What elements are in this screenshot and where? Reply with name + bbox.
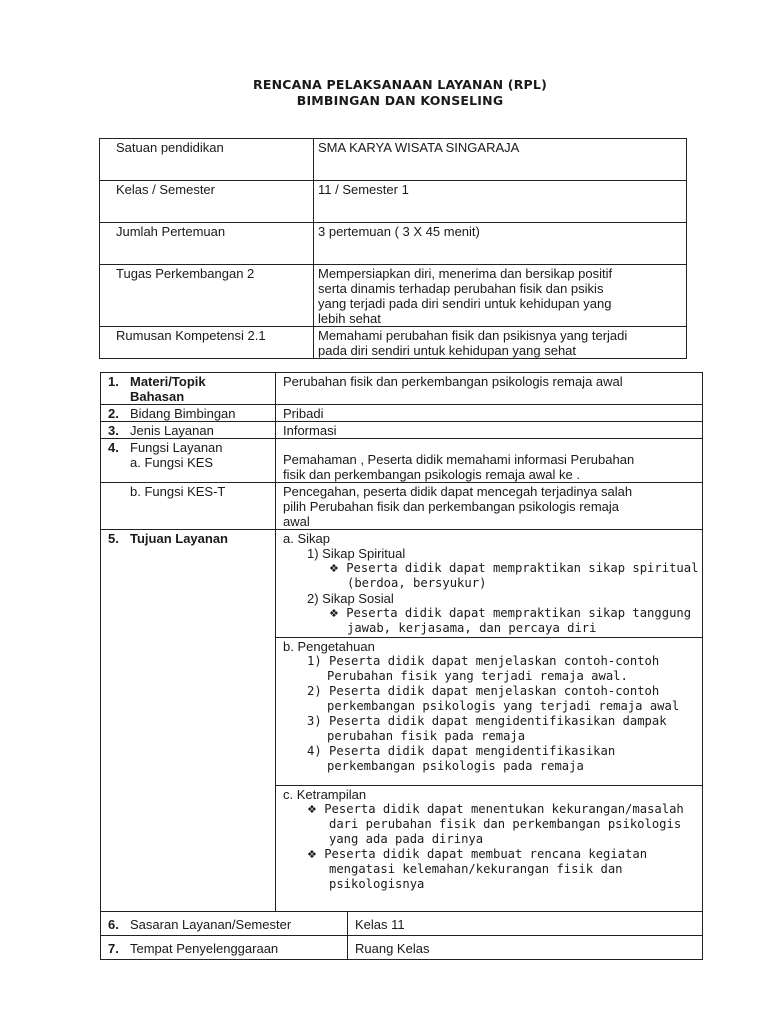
identity-label: Tugas Perkembangan 2 <box>100 265 314 327</box>
diamond-bullet-icon: ❖ <box>307 848 317 861</box>
sasaran-value: Kelas 11 <box>348 912 703 936</box>
plan-row-fungsi-kes <box>101 439 703 483</box>
identity-label: Rumusan Kompetensi 2.1 <box>100 327 314 359</box>
plan-row-materi <box>101 373 703 405</box>
diamond-bullet-icon: ❖ <box>329 562 339 575</box>
identity-value: 3 pertemuan ( 3 X 45 menit) <box>314 223 687 265</box>
document-title: RENCANA PELAKSANAAN LAYANAN (RPL) <box>253 77 547 92</box>
tujuan-ketrampilan: c. Ketrampilan ❖ Peserta didik dapat menentukan kekurangan/masalah dari perubahan fisik dan perkembangan psikologis yang ada pada dirinya ❖ Peserta didik dapat membuat rencana kegiatan mengatasi kelemahan/kekurangan fisik dan psikologisnya <box>276 786 703 912</box>
fungsi-kes-value: Pemahaman , Peserta didik memahami informasi Perubahan fisik dan perkembangan psikologis remaja awal ke . <box>276 439 703 483</box>
fungsi-kest-value: Pencegahan, peserta didik dapat mencegah terjadinya salah pilih Perubahan fisik dan perkembangan psikologis remaja awal <box>276 483 703 530</box>
plan-row-jenis <box>101 422 703 439</box>
tempat-label: 7. Tempat Penyelenggaraan <box>101 936 348 960</box>
plan-row-fungsi-kest <box>101 483 703 530</box>
identity-label: Kelas / Semester <box>100 181 314 223</box>
tempat-value: Ruang Kelas <box>348 936 703 960</box>
jenis-label: 3. Jenis Layanan <box>101 422 276 439</box>
identity-value: Mempersiapkan diri, menerima dan bersikap positif serta dinamis terhadap perubahan fisik dan psikis yang terjadi pada diri sendiri untuk kehidupan yang lebih sehat <box>314 265 687 327</box>
identity-row <box>100 327 687 359</box>
materi-value: Perubahan fisik dan perkembangan psikologis remaja awal <box>276 373 703 405</box>
fungsi-kes-label: a. Fungsi KES <box>130 455 214 470</box>
tujuan-sikap: a. Sikap 1) Sikap Spiritual ❖ Peserta didik dapat mempraktikan sikap spiritual (berdoa, bersyukur) 2) Sikap Sosial ❖ Peserta didik dapat mempraktikan sikap tanggung jawab, kerjasama, dan percaya diri <box>276 530 703 638</box>
sasaran-label: 6. Sasaran Layanan/Semester <box>101 912 348 936</box>
plan-row-bidang <box>101 405 703 422</box>
bidang-label: 2. Bidang Bimbingan <box>101 405 276 422</box>
plan-row-tujuan <box>101 530 703 638</box>
identity-label: Jumlah Pertemuan <box>100 223 314 265</box>
fungsi-kest-label: b. Fungsi KES-T <box>101 483 276 530</box>
tujuan-label: 5. Tujuan Layanan <box>101 530 276 912</box>
identity-row <box>100 181 687 223</box>
jenis-value: Informasi <box>276 422 703 439</box>
diamond-bullet-icon: ❖ <box>329 607 339 620</box>
plan-table <box>100 372 703 960</box>
tujuan-pengetahuan: b. Pengetahuan 1) Peserta didik dapat menjelaskan contoh-contoh Perubahan fisik yang terjadi remaja awal. 2) Peserta didik dapat menjelaskan contoh-contoh perkembangan psikologis yang terjadi remaja awal 3) Peserta didik dapat mengidentifikasikan dampak perubahan fisik pada remaja 4) Peserta didik dapat mengidentifikasikan perkembangan psikologis pada remaja <box>276 638 703 786</box>
document-subtitle: BIMBINGAN DAN KONSELING <box>296 93 504 108</box>
identity-value: Memahami perubahan fisik dan psikisnya yang terjadi pada diri sendiri untuk kehidupan yang sehat <box>314 327 687 359</box>
diamond-bullet-icon: ❖ <box>307 803 317 816</box>
bidang-value: Pribadi <box>276 405 703 422</box>
identity-table <box>99 138 687 359</box>
plan-row-tempat <box>101 936 703 960</box>
identity-row <box>100 265 687 327</box>
identity-row <box>100 139 687 181</box>
identity-label: Satuan pendidikan <box>100 139 314 181</box>
identity-value: SMA KARYA WISATA SINGARAJA <box>314 139 687 181</box>
materi-label: 1. Materi/Topik Bahasan <box>101 373 276 405</box>
identity-row <box>100 223 687 265</box>
plan-row-sasaran <box>101 912 703 936</box>
fungsi-label: 4. Fungsi Layanan a. Fungsi KES <box>101 439 276 483</box>
identity-value: 11 / Semester 1 <box>314 181 687 223</box>
